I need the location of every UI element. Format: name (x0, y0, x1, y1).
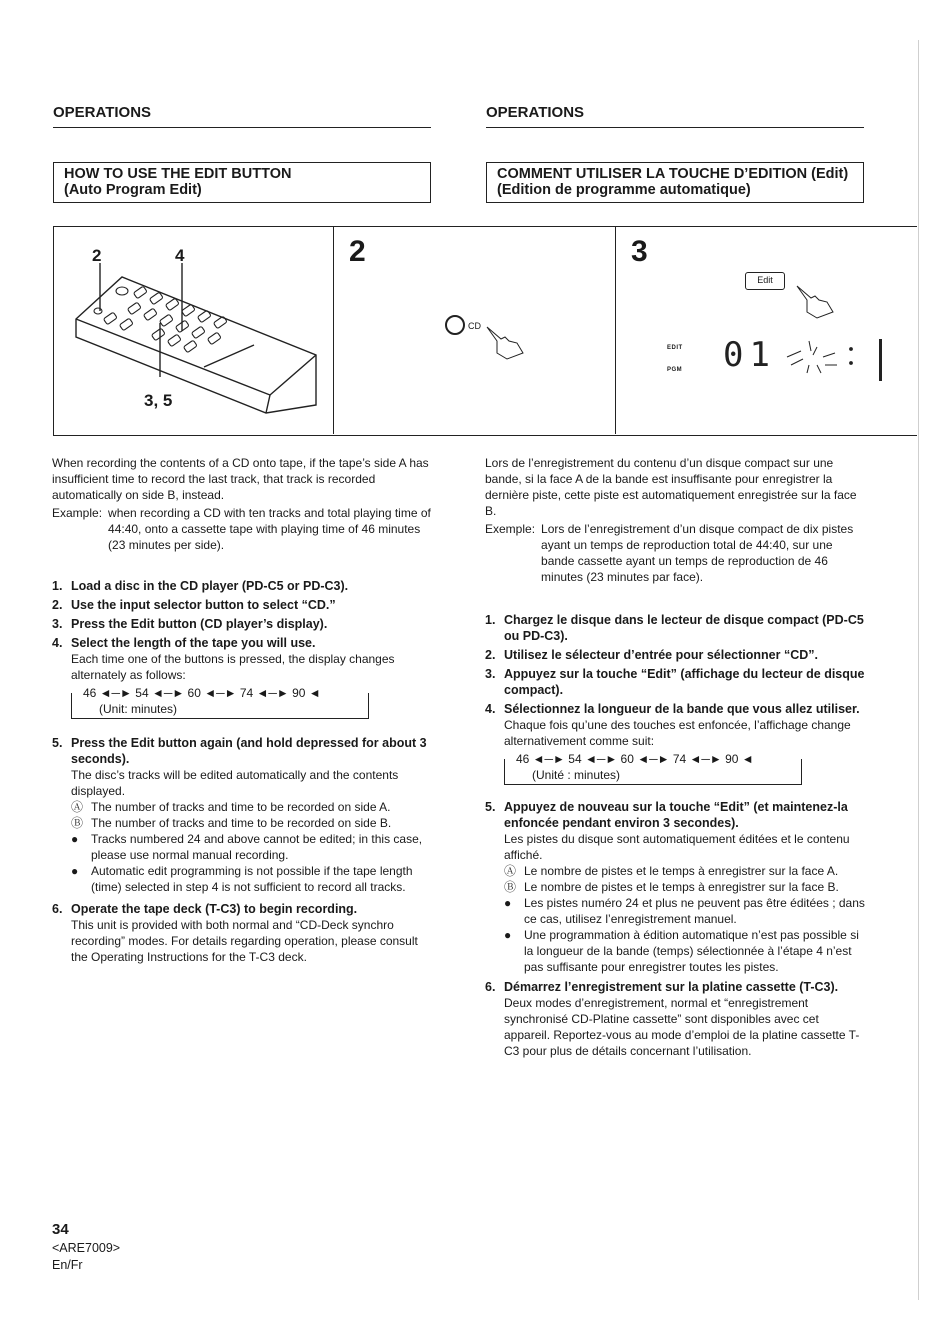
note-text: Les pistes numéro 24 et plus ne peuvent pas être éditées ; dans ce cas, utilisez l’enregistrement manuel. (524, 896, 865, 926)
sequence-values: 46 ◄─► 54 ◄─► 60 ◄─► 74 ◄─► 90 ◄ (516, 752, 754, 766)
header-rule-en (53, 127, 431, 128)
note-item (71, 863, 433, 895)
step-number: 6. (485, 980, 496, 994)
step-heading: Press the Edit button again (and hold depressed for about 3 seconds). (71, 736, 427, 766)
step-item-en (52, 597, 433, 613)
note-text: Une programmation à édition automatique n’est pas possible si la longueur de la bande (temps) sélectionnée à l’étape 4 n’est pas suffisante pour enregistrer toutes les pistes. (524, 928, 859, 974)
example-text-fr: Lors de l’enregistrement d’un disque compact de dix pistes ayant un temps de reproduction total de 44:40, sur une bande cassette ayant un temps de reproduction de 46 minutes (23 minutes par face). (541, 522, 854, 584)
section-title-box-fr (486, 162, 864, 203)
sequence-values: 46 ◄─► 54 ◄─► 60 ◄─► 74 ◄─► 90 ◄ (83, 686, 321, 700)
step-description: Chaque fois qu’une des touches est enfoncée, l’affichage change alternativement comme suit: (504, 718, 851, 748)
tape-length-sequence-en (71, 685, 369, 719)
binding-edge-line (918, 40, 919, 1300)
note-marker: ● (71, 832, 79, 846)
note-marker: ● (504, 928, 512, 942)
step-heading: Load a disc in the CD player (PD-C5 or PD-C3). (71, 579, 349, 593)
note-item (504, 927, 866, 975)
note-marker: Ⓑ (504, 880, 517, 894)
step-item-en (52, 901, 433, 965)
step-item-fr (485, 799, 866, 975)
example-text-en: when recording a CD with ten tracks and total playing time of 44:40, onto a cassette tape with playing time of 46 minutes (23 minutes per side). (108, 506, 431, 552)
panel-step-number-3: 3 (631, 235, 648, 268)
note-text: The number of tracks and time to be recorded on side B. (91, 816, 392, 830)
step-item-en (52, 616, 433, 632)
step-number: 6. (52, 902, 63, 916)
step-description: This unit is provided with both normal and “CD-Deck synchro recording” modes. For details regarding operation, please consult the Operating Instructions for the T-C3 deck. (71, 918, 418, 964)
step-item-en (52, 735, 433, 895)
section-header-fr: OPERATIONS (486, 104, 585, 121)
sequence-unit: (Unit: minutes) (99, 702, 178, 716)
display-readout: 01 (723, 335, 776, 375)
note-text: Le nombre de pistes et le temps à enregistrer sur la face B. (524, 880, 839, 894)
example-label-en: Example: (52, 506, 103, 520)
step-item-fr (485, 612, 866, 644)
section-title-fr-line2: (Edition de programme automatique) (497, 182, 751, 198)
step-item-fr (485, 666, 866, 698)
note-marker: ● (504, 896, 512, 910)
section-title-box-en (53, 162, 431, 203)
step-number: 4. (52, 636, 63, 650)
step-heading: Press the Edit button (CD player’s display). (71, 617, 328, 631)
pointing-hand-icon (793, 282, 843, 322)
figure-panel-cd-button (335, 227, 616, 434)
figure-panel-edit-display (617, 227, 917, 434)
note-item (504, 895, 866, 927)
section-title-fr-line1: COMMENT UTILISER LA TOUCHE D’EDITION (Edit) (497, 166, 849, 182)
page-number: 34 (52, 1221, 69, 1238)
remote-callout-4: 4 (175, 246, 185, 265)
section-title-en-line1: HOW TO USE THE EDIT BUTTON (64, 166, 292, 182)
document-code: <ARE7009> (52, 1241, 121, 1255)
remote-callout-2: 2 (92, 246, 102, 265)
note-text: Tracks numbered 24 and above cannot be edited; in this case, please use normal manual recording. (91, 832, 423, 862)
note-marker: Ⓐ (71, 800, 84, 814)
language-code: En/Fr (52, 1258, 83, 1272)
edit-button[interactable]: Edit (745, 272, 785, 290)
section-title-en-line2: (Auto Program Edit) (64, 182, 202, 198)
step-heading: Sélectionnez la longueur de la bande que vous allez utiliser. (504, 702, 860, 716)
tape-length-sequence-fr (504, 751, 802, 785)
steps-list-fr (485, 612, 866, 1059)
intro-en: When recording the contents of a CD onto tape, if the tape’s side A has insufficient time to record the last track, that track is recorded automatically on side B, instead. (52, 456, 429, 502)
step-heading: Utilisez le sélecteur d’entrée pour sélectionner “CD”. (504, 648, 818, 662)
figure-strip (53, 226, 917, 436)
step-number: 2. (52, 598, 63, 612)
section-header-en: OPERATIONS (53, 104, 152, 121)
step-heading: Select the length of the tape you will use. (71, 636, 316, 650)
step-number: 1. (485, 613, 496, 627)
note-item (71, 815, 433, 831)
note-item (71, 799, 433, 815)
example-label-fr: Exemple: (485, 522, 536, 536)
example-en (52, 505, 433, 553)
display-edge-bar (879, 339, 882, 381)
step-description: Deux modes d’enregistrement, normal et “enregistrement synchronisé CD-Platine cassette” sont disponibles avec cet appareil. Reportez-vous au mode d’emploi de la platine cassette T-C3 pour plus de détails concernant l’utilisation. (504, 996, 860, 1058)
panel-step-number-2: 2 (349, 235, 366, 268)
note-item (71, 831, 433, 863)
steps-list-en (52, 578, 433, 965)
note-marker: Ⓑ (71, 816, 84, 830)
step-heading: Démarrez l’enregistrement sur la platine cassette (T-C3). (504, 980, 839, 994)
step-heading: Operate the tape deck (T-C3) to begin recording. (71, 902, 358, 916)
step-item-en (52, 578, 433, 594)
step-description: Les pistes du disque sont automatiquement éditées et le contenu affiché. (504, 832, 850, 862)
step-description: The disc’s tracks will be edited automatically and the contents displayed. (71, 768, 399, 798)
step-number: 3. (485, 667, 496, 681)
figure-panel-remote (54, 227, 334, 434)
column-english (52, 455, 433, 965)
step-heading: Chargez le disque dans le lecteur de disque compact (PD-C5 ou PD-C3). (504, 613, 864, 643)
step-number: 2. (485, 648, 496, 662)
note-text: The number of tracks and time to be recorded on side A. (91, 800, 391, 814)
step-heading: Use the input selector button to select “CD.” (71, 598, 336, 612)
example-fr (485, 521, 866, 585)
step-heading: Appuyez de nouveau sur la touche “Edit” (et maintenez-la enfoncée pendant environ 3 secondes). (504, 800, 848, 830)
blinking-display-icon (777, 335, 877, 379)
step-item-fr (485, 647, 866, 663)
intro-fr: Lors de l’enregistrement du contenu d’un disque compact sur une bande, si la face A de la bande est insuffisante pour enregistrer la dernière piste, cette piste est automatiquement enregistrée sur la face B. (485, 456, 857, 518)
note-text: Le nombre de pistes et le temps à enregistrer sur la face A. (524, 864, 839, 878)
cd-button-label: CD (468, 321, 481, 331)
note-item (504, 879, 866, 895)
step-number: 4. (485, 702, 496, 716)
edit-indicator-label: EDIT (667, 345, 683, 351)
step-number: 1. (52, 579, 63, 593)
note-item (504, 863, 866, 879)
column-french (485, 455, 866, 1059)
step-heading: Appuyez sur la touche “Edit” (affichage du lecteur de disque compact). (504, 667, 865, 697)
step-number: 5. (52, 736, 63, 750)
pgm-indicator-label: PGM (667, 367, 683, 373)
note-marker: ● (71, 864, 79, 878)
step-number: 3. (52, 617, 63, 631)
step-description: Each time one of the buttons is pressed, the display changes alternately as follows: (71, 652, 395, 682)
cd-button[interactable] (445, 315, 465, 335)
note-text: Automatic edit programming is not possible if the tape length (time) selected in step 4 is not sufficient to record all tracks. (91, 864, 413, 894)
note-marker: Ⓐ (504, 864, 517, 878)
step-item-fr (485, 701, 866, 791)
step-item-en (52, 635, 433, 725)
pointing-hand-icon (483, 323, 533, 363)
step-number: 5. (485, 800, 496, 814)
step-item-fr (485, 979, 866, 1059)
header-rule-fr (486, 127, 864, 128)
sequence-unit: (Unité : minutes) (532, 768, 621, 782)
page-footer (52, 1220, 120, 1274)
remote-callout-3-5: 3, 5 (144, 391, 173, 410)
